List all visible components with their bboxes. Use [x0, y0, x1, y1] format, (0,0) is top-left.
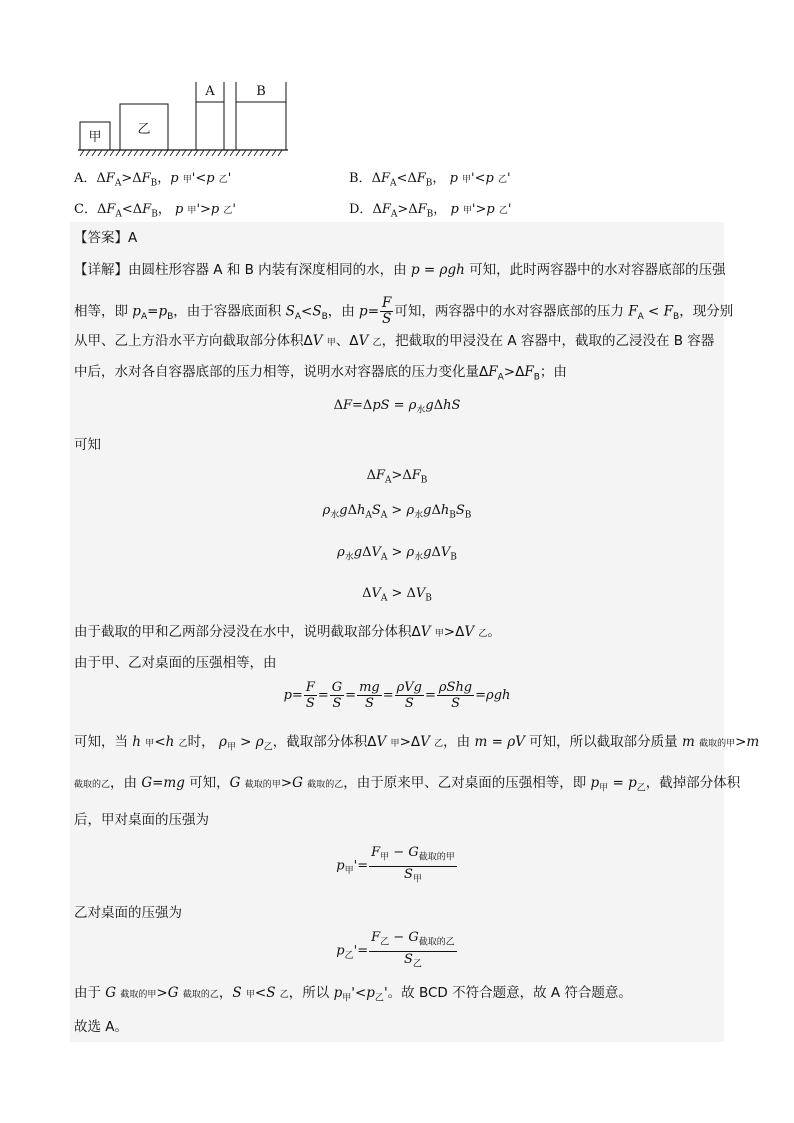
answer-line [74, 228, 720, 248]
option-d[interactable]: D．$\Delta F_A>\Delta F_B$， p 甲'>p 乙' [349, 202, 512, 220]
option-c-text: $\Delta F_A<\Delta F_B$， p 甲'>p 乙' [96, 202, 236, 220]
detail-line-2: 相等，即 $p_A=p_B$，由于容器底面积 $S_A<S_B$，由 p= $\frac{F}{S}$ 可知，两容器中的水对容器底部的压力 $F_A < F_B$，现分别 [74, 295, 734, 327]
detail-line-12: 由于 G 截取的甲>G 截取的乙，S 甲<S 乙，所以 $p_甲'<p_乙'$。故 BCD 不符合题意，故 A 符合题意。 [74, 985, 632, 1004]
option-b[interactable]: B．$\Delta F_A<\Delta F_B$， p 甲'<p 乙' [349, 171, 511, 189]
answer-value: A [128, 230, 138, 246]
equation-5: $\Delta V_A > \Delta V_B$ [362, 586, 432, 604]
equation-6: p= $\frac{F}{S}$ = $\frac{G}{S}$ = $\frac{mg}{S}$ = $\frac{\text{ρVg}}{S}$ = $\frac{\text{ρShg}}{S}$ =ρgh [283, 680, 511, 711]
option-c[interactable]: C．$\Delta F_A<\Delta F_B$， p 甲'>p 乙' [74, 202, 236, 220]
option-a-text: $\Delta F_A>\Delta F_B$，p 甲'<p 乙' [96, 171, 232, 189]
option-b-text: $\Delta F_A<\Delta F_B$， p 甲'<p 乙' [371, 171, 511, 189]
equation-1: $\Delta F=\Delta pS = \rho_水g\Delta hS$ [333, 398, 461, 416]
label-jia: 甲 [88, 130, 102, 145]
label-yi: 乙 [137, 122, 151, 137]
answer-label: 【答案】 [74, 230, 128, 246]
detail-line-9: 截取的乙，由 G=mg 可知，G 截取的甲>G 截取的乙，由于原来甲、乙对桌面的压强相等，即 $p_甲 = p_乙$，截掉部分体积 [74, 775, 741, 794]
equation-8: $p_乙'=$ $\frac{F_乙 - G_{截取的乙}}{S_乙}$ [336, 930, 455, 970]
detail-line-4: 中后，水对各自容器底部的压力相等，说明水对容器底的压力变化量$\Delta F_A>\Delta F_B$；由 [74, 364, 567, 383]
detail-line-11: 乙对桌面的压强为 [74, 905, 182, 921]
detail-line-13: 故选 A。 [74, 1019, 129, 1035]
detail-line-5: 可知 [74, 437, 101, 453]
detail-line-1: 【详解】由圆柱形容器 A 和 B 内装有深度相同的水，由 p = ρgh 可知，此时两容器中的水对容器底部的压强 [74, 262, 726, 278]
detail-line-8: 可知，当 h 甲<h 乙时， $\rho_甲 > \rho_乙$，截取部分体积ΔV 甲>ΔV 乙，由 m = ρV 可知，所以截取部分质量 m 截取的甲>m [74, 734, 760, 753]
equation-7: $p_甲'=$ $\frac{F_甲 - G_{截取的甲}}{S_甲}$ [336, 845, 455, 885]
option-a[interactable]: A．$\Delta F_A>\Delta F_B$，p 甲'<p 乙' [74, 171, 232, 189]
detail-line-3: 从甲、乙上方沿水平方向截取部分体积ΔV 甲、ΔV 乙，把截取的甲浸没在 A 容器中，截取的乙浸没在 B 容器 [74, 333, 715, 349]
option-d-text: $\Delta F_A>\Delta F_B$， p 甲'>p 乙' [372, 202, 512, 220]
containers-diagram [74, 80, 294, 158]
equation-2: $\Delta F_A>\Delta F_B$ [366, 468, 428, 486]
equation-3: $\rho_水g\Delta h_AS_A > \rho_水g\Delta h_BS_B$ [322, 503, 472, 521]
detail-line-6: 由于截取的甲和乙两部分浸没在水中，说明截取部分体积ΔV 甲>ΔV 乙。 [74, 624, 501, 640]
equation-4: $\rho_水g\Delta V_A > \rho_水g\Delta V_B$ [337, 545, 457, 563]
problem-figure [74, 80, 294, 158]
label-b: B [256, 84, 266, 99]
detail-label: 【详解】 [74, 262, 128, 278]
detail-line-7: 由于甲、乙对桌面的压强相等，由 [74, 655, 277, 671]
detail-line-10: 后，甲对桌面的压强为 [74, 812, 209, 828]
label-a: A [205, 84, 215, 99]
